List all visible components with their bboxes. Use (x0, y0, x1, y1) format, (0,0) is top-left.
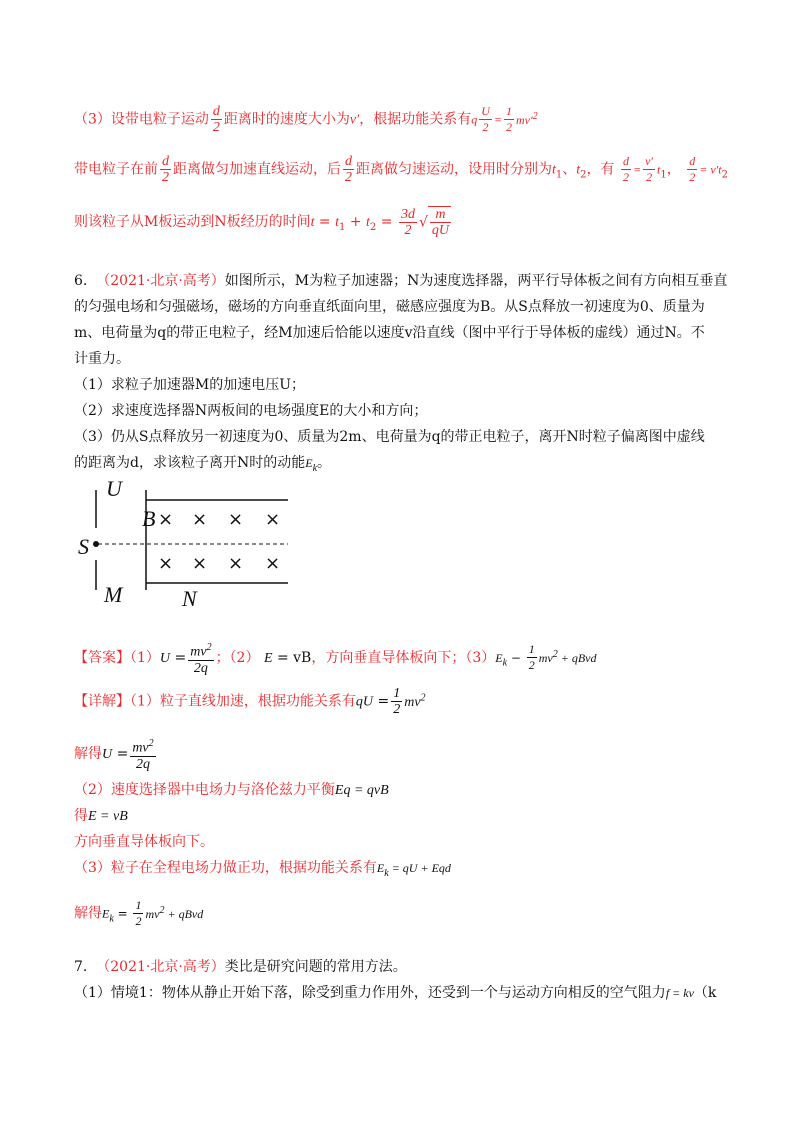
q6-line2: 的匀强电场和匀强磁场，磁场的方向垂直纸面向里，磁感应强度为B。从S点释放一初速度为0、质量为 (74, 299, 705, 315)
frac-1-2c: $\frac{1}{2}$ (393, 686, 401, 717)
detail-line4: 得E = vB (74, 808, 128, 824)
text-part3-line1a: （3）设带电粒子运动 (74, 111, 209, 128)
q6-sub2: （2）求速度选择器N两板间的电场强度E的大小和方向； (74, 403, 428, 419)
frac-1-2b: $\frac{1}{2}$ (528, 642, 535, 673)
q6-sub3a: （3）仍从S点释放另一初速度为0、质量为2m、电荷量为q的带正电粒子，离开N时粒子偏离图中虚线 (74, 429, 705, 445)
label-M: M (104, 582, 123, 607)
q7-line1 (74, 957, 407, 977)
q6-line4: 计重力。 (74, 351, 130, 367)
answer-line: 【答案】（1）U = $\frac{mv^2}{2q}$ ；（2） E = vB，方向垂直导体板向下；$(3)E_k$ − $\frac{1}{2}$ $mv^2$ + qBvd (74, 642, 597, 676)
text-part3-line1b: 距离时的速度大小为 (223, 111, 350, 128)
answer-p1: （1） (130, 649, 160, 666)
detail-s3b: 解得 (74, 905, 102, 922)
frac-d-2b: $\frac{d}{2}$ (162, 154, 169, 185)
label-S: S (78, 534, 89, 559)
answer-p2b: ，方向垂直导体板向下；（3） (311, 649, 496, 666)
label-N: N (182, 586, 197, 611)
field-cross-6: × (192, 553, 208, 574)
answer-tag: 【答案】 (74, 649, 130, 666)
prev-part3-line3: 则该粒子从M板运动到N板经历的时间$t = t_1 + t_2$ = $\frac{3d}{2}$ √ $\frac{m}{qU}$ (74, 206, 449, 238)
q6-line1 (74, 271, 727, 291)
detail-line2: 解得U = $\frac{mv^2}{2q}$ (74, 738, 154, 772)
q7-sub1-line: （1）情境1：物体从静止开始下落，除受到重力作用外，还受到一个与运动方向相反的空气阻力f = kv（k (74, 985, 717, 1001)
detail-line5: 方向垂直导体板向下。 (74, 834, 214, 850)
detail-s1: （1）粒子直线加速，根据功能关系有 (130, 693, 356, 710)
q7-text-line1: 类比是研究问题的常用方法。 (224, 959, 407, 975)
detail-s2b: 得 (74, 808, 88, 824)
frac-mv2-2q-b: $\frac{mv^2}{2q}$ (132, 738, 154, 772)
frac-v-2: $\frac{v'}{2}$ (645, 154, 654, 184)
detail-tag: 【详解】 (74, 693, 130, 710)
q6-text-line1: 如图所示，M为粒子加速器；N为速度选择器，两平行导体板之间有方向相互垂直 (224, 273, 728, 289)
q7-sub1b: （k (693, 985, 717, 1001)
answer-p2: ；（2） (215, 649, 260, 666)
sqrt-m-qU: √ $\frac{m}{qU}$ (418, 207, 449, 238)
field-cross-3: × (228, 509, 244, 530)
frac-d-2c: $\frac{d}{2}$ (345, 154, 352, 185)
q6-line3: m、电荷量为q的带正电粒子，经M加速后恰能以速度v沿直线（图中平行于导体板的虚线）通过N。不 (74, 325, 705, 341)
field-cross-5: × (158, 553, 174, 574)
frac-1-2: $\frac{1}{2}$ (505, 104, 512, 134)
detail-s2: （2）速度选择器中电场力与洛伦兹力平衡 (74, 782, 335, 798)
field-cross-1: × (158, 509, 174, 530)
field-cross-7: × (228, 553, 244, 574)
label-B: B (142, 506, 156, 531)
text-part3-line2c: 距离做匀速运动，设用时分别为 (356, 161, 552, 178)
field-cross-2: × (192, 509, 208, 530)
q6-sub3b-line: 的距离为d，求该粒子离开N时的动能$E_k$。 (74, 455, 332, 474)
text-part3-line1c: ，根据功能关系有 (359, 111, 472, 128)
prev-part3-line2: 带电粒子在前 $\frac{d}{2}$ 距离做匀加速直线运动，后 $\frac{d}{2}$ 距离做匀速运动，设用时分别为$t_1$、$t_2$，有 $\frac{d}{2}$ = $\frac{v'}{2}$ $t_1$， $\frac{d}{2}$ = $v't_2$ (74, 154, 728, 185)
frac-1-2d: $\frac{1}{2}$ (135, 898, 142, 928)
detail-line6: （3）粒子在全程电场力做正功，根据功能关系有$E_k$ = qU + Eqd (74, 860, 451, 879)
text-part3-line2b: 距离做匀加速直线运动，后 (173, 161, 341, 178)
q6-sub3b: 的距离为d，求该粒子离开N时的动能 (74, 455, 306, 471)
frac-U-2: $\frac{U}{2}$ (481, 104, 490, 134)
frac-3d-2: $\frac{3d}{2}$ (400, 206, 415, 238)
q6-number: 6. (74, 273, 88, 289)
q7-number: 7. (74, 959, 88, 975)
detail-s3: （3）粒子在全程电场力做正功，根据功能关系有 (74, 860, 377, 876)
frac-d-2e: $\frac{d}{2}$ (689, 154, 696, 184)
detail-line7: 解得$E_k$ = $\frac{1}{2}$ $mv^2$ + qBvd (74, 898, 204, 928)
detail-s1b: 解得 (74, 745, 102, 762)
field-cross-8: × (265, 553, 281, 574)
text-part3-line2d: ，有 (586, 161, 615, 178)
q7-source: （2021·北京·高考） (96, 959, 225, 975)
text-part3-line3a: 则该粒子从M板运动到N板经历的时间 (74, 214, 311, 230)
frac-d-2d: $\frac{d}{2}$ (622, 154, 629, 184)
label-U: U (106, 476, 122, 501)
prev-part3-line1: （3）设带电粒子运动 $\frac{d}{2}$ 距离时的速度大小为v′，根据功能关系有q $\frac{U}{2}$ = $\frac{1}{2}$ $mv'^2$ (74, 104, 538, 135)
q6-sub1: （1）求粒子加速器M的加速电压U； (74, 377, 306, 393)
accelerator-selector-diagram (76, 476, 306, 611)
frac-mv2-2q: $\frac{mv^2}{2q}$ (190, 642, 212, 676)
frac-d-2: $\frac{d}{2}$ (212, 104, 220, 135)
detail-line1: 【详解】（1）粒子直线加速，根据功能关系有qU = $\frac{1}{2}$ $mv^2$ (74, 686, 426, 717)
detail-line3: （2）速度选择器中电场力与洛伦兹力平衡Eq = qvB (74, 782, 389, 798)
field-cross-4: × (265, 509, 281, 530)
text-part3-line2a: 带电粒子在前 (74, 161, 158, 178)
q6-source: （2021·北京·高考） (96, 273, 225, 289)
q7-sub1: （1）情境1：物体从静止开始下落，除受到重力作用外，还受到一个与运动方向相反的空气阻力 (74, 985, 666, 1001)
